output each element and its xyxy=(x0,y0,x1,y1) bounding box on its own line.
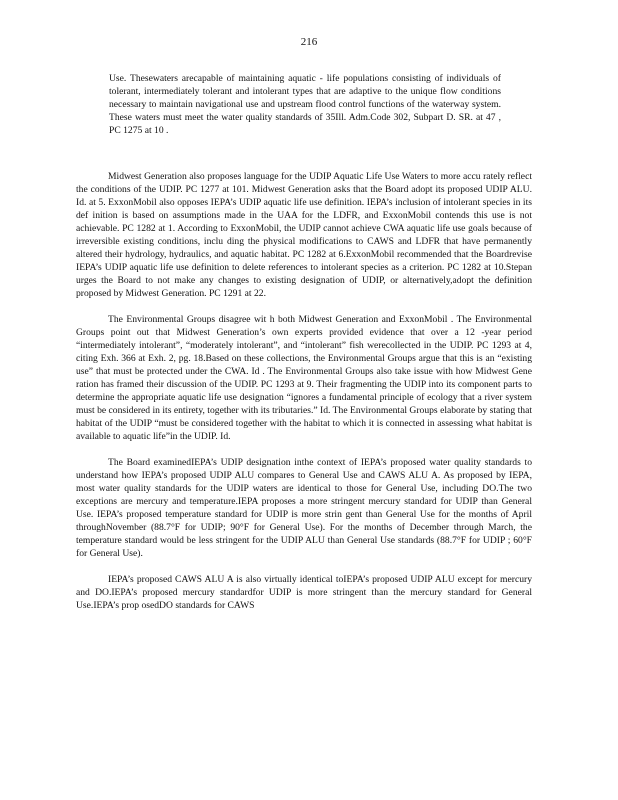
body-text-block xyxy=(76,170,532,612)
paragraph-midwest-generation: Midwest Generation also proposes language for the UDIP Aquatic Life Use Waters to more accu rately reflect the conditions of the UDIP. PC 1277 at 101. Midwest Generation asks that the Board adopt its proposed UDIP ALU. Id. at 5. ExxonMobil also opposes IEPA’s UDIP aquatic life use definition. IEPA’s inclusion of intolerant species in its def inition is based on assumptions made in the UAA for the LDFR, and ExxonMobil contends this use is not achievable. PC 1282 at 1. According to ExxonMobil, the UDIP cannot achieve CWA aquatic life use goals because of irreversible existing conditions, inclu ding the physical modifications to CAWS and LDFR that have permanently altered their hydrology, hydraulics, and aquatic habitat. PC 1282 at 6.ExxonMobil recommended that the Boardrevise IEPA’s UDIP aquatic life use definition to delete references to intolerant species as a criterion. PC 1282 at 10.Stepan urges the Board to not make any changes to existing designation of UDIP, or alternatively,adopt the definition proposed by Midwest Generation. PC 1291 at 22. xyxy=(76,171,532,299)
paragraph-environmental-groups: The Environmental Groups disagree wit h both Midwest Generation and ExxonMobil . The Environmental Groups point out that Midwest Generation’s own experts provided evidence that over a 12 -year period “intermediately intolerant”, “moderately intolerant”, and “intolerant” fish werecollected in the UDIP. PC 1293 at 4, citing Exh. 366 at Exh. 2, pg. 18.Based on these collections, the Environmental Groups argue that this is an “existing use” that must be protected under the CWA. Id . The Environmental Groups also take issue with how Midwest Gene ration has framed their discussion of the UDIP. PC 1293 at 9. Their fragmenting the UDIP into its component parts to determine the appropriate aquatic life use designation “ignores a fundamental principle of ecology that a river system must be considered in its entirety, together with its tributaries.” Id. The Environmental Groups elaborate by stating that habitat of the UDIP “must be considered together with the habitat to which it is connected in assessing what habitat is available to aquatic life”in the UDIP. Id. xyxy=(76,314,532,442)
paragraph-board-examination: The Board examinedIEPA’s UDIP designation inthe context of IEPA’s proposed water quality standards to understand how IEPA’s proposed UDIP ALU compares to General Use and CAWS ALU A. As proposed by IEPA, most water quality standards for the UDIP waters are identical to those for General Use, including DO.The two exceptions are mercury and temperature.IEPA proposes a more stringent mercury standard for UDIP than General Use. IEPA’s proposed temperature standard for UDIP is more strin gent than General Use for the months of April throughNovember (88.7°F for UDIP; 90°F for General Use). For the months of December through March, the temperature standard would be less stringent for the UDIP ALU than General Use standards (88.7°F for UDIP ; 60°F for General Use). xyxy=(76,457,532,559)
quoted-definition-block xyxy=(109,72,501,137)
page-number: 216 xyxy=(300,36,318,48)
paragraph-caws-alu-a: IEPA’s proposed CAWS ALU A is also virtually identical toIEPA’s proposed UDIP ALU except for mercury and DO.IEPA’s proposed mercury standardfor UDIP is more stringent than the mercury standard for General Use.IEPA’s prop osedDO standards for CAWS xyxy=(76,574,532,611)
paragraph-quote: Use. Thesewaters arecapable of maintaining aquatic - life populations consisting of individuals of tolerant, intermediately tolerant and intolerant types that are adaptive to the unique flow conditions necessary to maintain navigational use and upstream flood control functions of the waterway system. These waters must meet the water quality standards of 35Ill. Adm.Code 302, Subpart D. SR. at 47 , PC 1275 at 10 . xyxy=(109,73,501,136)
